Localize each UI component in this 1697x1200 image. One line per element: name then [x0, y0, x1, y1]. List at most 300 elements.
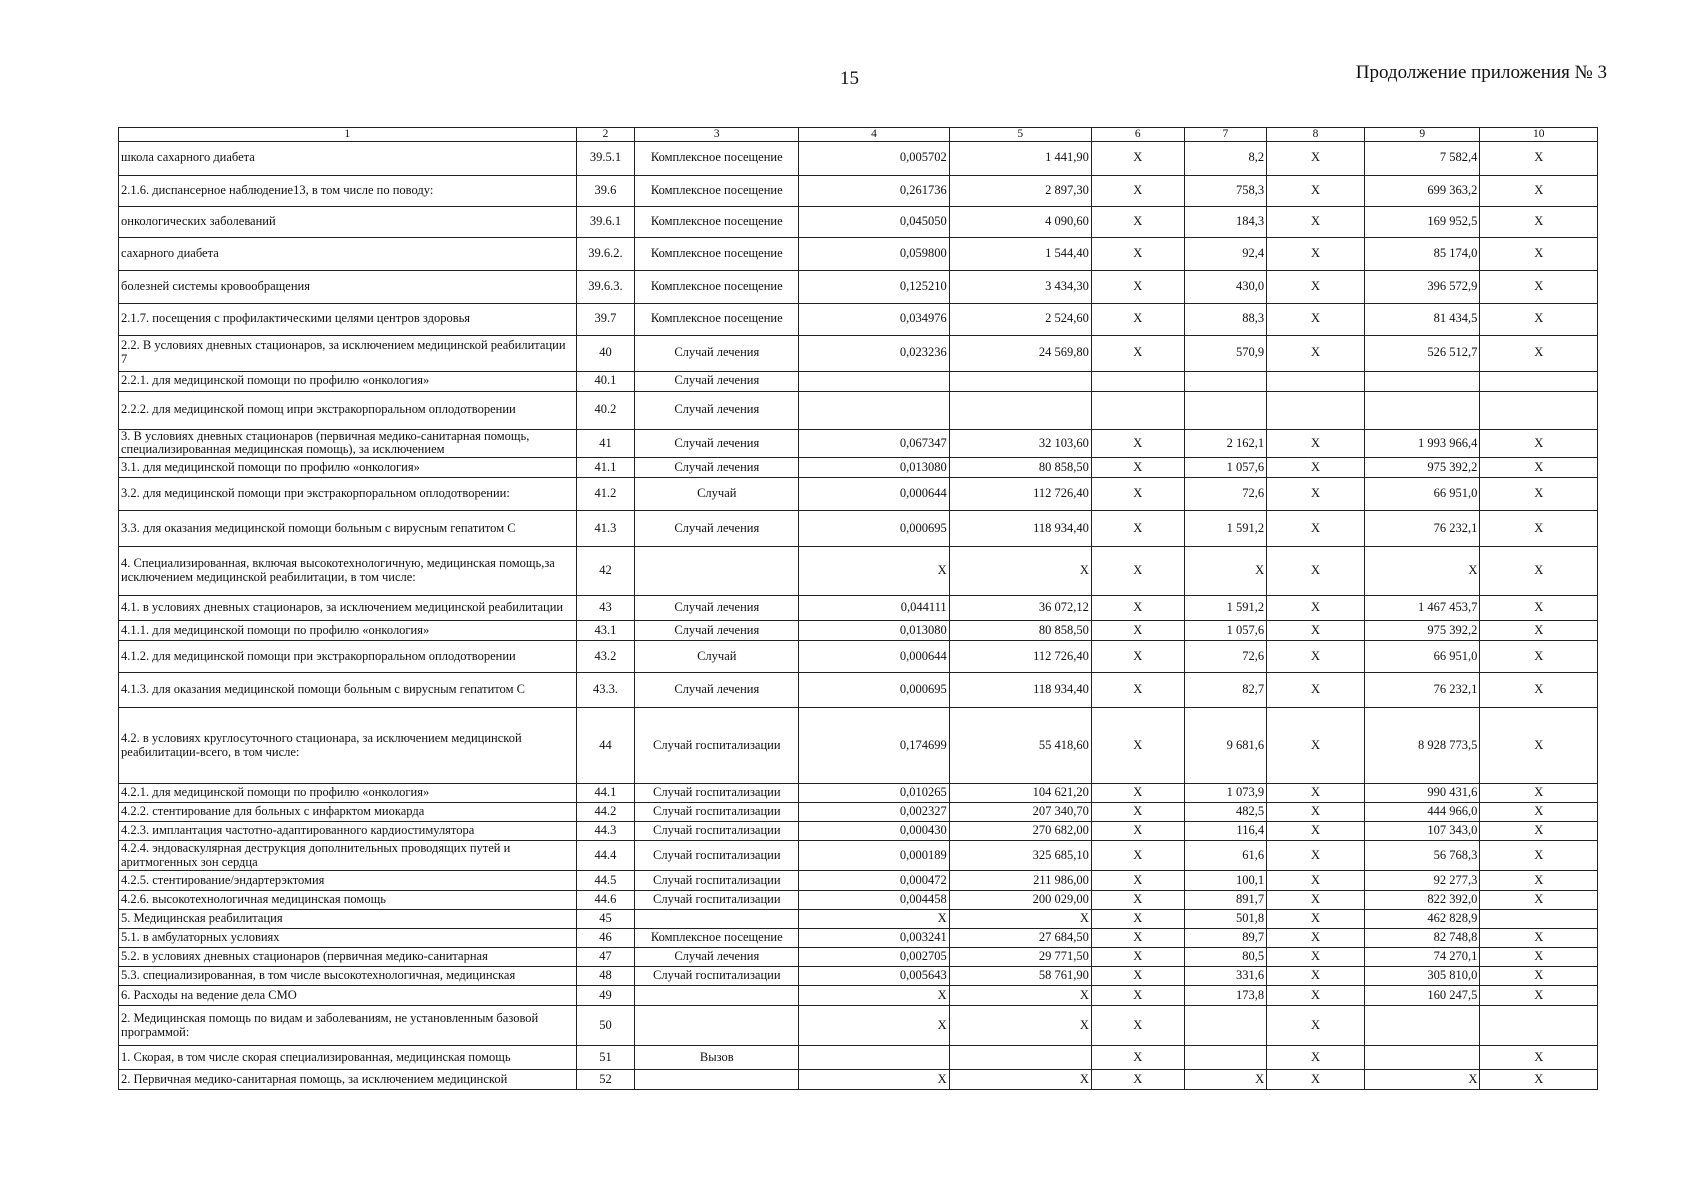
table-row [119, 141, 1598, 175]
table-cell: Х [1267, 641, 1365, 673]
table-cell: 81 434,5 [1365, 303, 1480, 335]
table-cell: 305 810,0 [1365, 967, 1480, 986]
table-cell: 0,261736 [799, 175, 949, 206]
table-cell: Х [1267, 891, 1365, 910]
table-cell: Х [1267, 673, 1365, 708]
table-cell: Х [1480, 871, 1598, 891]
table-cell [949, 1046, 1091, 1070]
table-cell: 39.6.2. [576, 237, 635, 270]
table-cell: Х [799, 547, 949, 596]
table-cell: Х [1267, 511, 1365, 547]
column-number-cell: 2 [576, 128, 635, 142]
table-cell: Х [1267, 270, 1365, 303]
table-cell: Х [1091, 511, 1184, 547]
table-cell: Комплексное посещение [635, 175, 799, 206]
table-cell: Х [1267, 478, 1365, 511]
table-cell: 2. Первичная медико-санитарная помощь, за исключением медицинской [119, 1070, 577, 1090]
table-cell: Комплексное посещение [635, 141, 799, 175]
table-row [119, 784, 1598, 803]
table-row [119, 803, 1598, 822]
table-cell: 0,013080 [799, 621, 949, 641]
table-cell: Х [949, 910, 1091, 929]
table-cell: 160 247,5 [1365, 986, 1480, 1006]
column-number-cell: 10 [1480, 128, 1598, 142]
table-row [119, 429, 1598, 458]
table-cell: Х [1091, 596, 1184, 621]
table-cell: Х [1480, 303, 1598, 335]
table-cell: 3. В условиях дневных стационаров (первичная медико-санитарная помощь, специализированная медицинская помощь), за исключением [119, 429, 577, 458]
table-cell: 40.1 [576, 371, 635, 391]
table-cell: Х [1267, 621, 1365, 641]
table-row [119, 511, 1598, 547]
table-cell: 482,5 [1184, 803, 1266, 822]
table-cell: Х [1267, 206, 1365, 237]
table-cell: 1 993 966,4 [1365, 429, 1480, 458]
table-cell: Случай госпитализации [635, 967, 799, 986]
table-cell: Х [1480, 803, 1598, 822]
table-cell: 4.2.4. эндоваскулярная деструкция дополнительных проводящих путей и аритмогенных зон сердца [119, 841, 577, 871]
table-cell: 4.1.1. для медицинской помощи по профилю «онкология» [119, 621, 577, 641]
table-cell: Х [1267, 1070, 1365, 1090]
table-cell: Случай госпитализации [635, 871, 799, 891]
table-cell: Х [1267, 708, 1365, 784]
table-cell: Случай госпитализации [635, 803, 799, 822]
table-cell: Х [1480, 511, 1598, 547]
table-cell: 104 621,20 [949, 784, 1091, 803]
table-cell [799, 1046, 949, 1070]
table-cell: Случай госпитализации [635, 841, 799, 871]
table-cell: Х [1480, 929, 1598, 948]
table-cell [1480, 371, 1598, 391]
table-cell [1365, 1006, 1480, 1046]
table-cell: Х [1091, 986, 1184, 1006]
table-row [119, 641, 1598, 673]
table-row [119, 371, 1598, 391]
table-cell [1184, 1006, 1266, 1046]
table-cell: Случай [635, 641, 799, 673]
table-cell: Х [1480, 429, 1598, 458]
table-cell: Х [1480, 1046, 1598, 1070]
table-cell: Х [1267, 237, 1365, 270]
table-cell: 0,045050 [799, 206, 949, 237]
table-cell: 49 [576, 986, 635, 1006]
table-cell: 1 591,2 [1184, 511, 1266, 547]
table-cell: 4.2.5. стентирование/эндартерэктомия [119, 871, 577, 891]
table-cell: 41.3 [576, 511, 635, 547]
table-cell: Х [1091, 929, 1184, 948]
table-cell: 211 986,00 [949, 871, 1091, 891]
table-cell: 118 934,40 [949, 511, 1091, 547]
table-cell [949, 391, 1091, 429]
table-cell: 0,000695 [799, 673, 949, 708]
table-cell: Х [1480, 986, 1598, 1006]
table-cell: 43.2 [576, 641, 635, 673]
table-cell: Х [949, 547, 1091, 596]
table-cell: 0,003241 [799, 929, 949, 948]
table-cell [635, 1006, 799, 1046]
table-cell [1184, 371, 1266, 391]
column-number-row [119, 128, 1598, 142]
table-cell: 4.2.2. стентирование для больных с инфарктом миокарда [119, 803, 577, 822]
table-cell: 3.2. для медицинской помощи при экстракорпоральном оплодотворении: [119, 478, 577, 511]
table-cell: 76 232,1 [1365, 673, 1480, 708]
table-cell: 975 392,2 [1365, 458, 1480, 478]
table-cell: Случай [635, 478, 799, 511]
table-cell: 4. Специализированная, включая высокотехнологичную, медицинская помощь,за исключением медицинской реабилитации, в том числе: [119, 547, 577, 596]
table-cell: 80 858,50 [949, 621, 1091, 641]
table-cell: 5. Медицинская реабилитация [119, 910, 577, 929]
table-cell: 5.2. в условиях дневных стационаров (первичная медико-санитарная [119, 948, 577, 967]
table-cell: 43 [576, 596, 635, 621]
table-cell: Х [1267, 803, 1365, 822]
table-cell: Х [1480, 335, 1598, 371]
table-row [119, 335, 1598, 371]
table-cell: 44.4 [576, 841, 635, 871]
table-cell [1480, 391, 1598, 429]
table-cell: 396 572,9 [1365, 270, 1480, 303]
table-cell: 24 569,80 [949, 335, 1091, 371]
column-number-cell: 9 [1365, 128, 1480, 142]
table-cell: Случай лечения [635, 335, 799, 371]
table-cell: 207 340,70 [949, 803, 1091, 822]
table-cell: 72,6 [1184, 478, 1266, 511]
table-cell: 184,3 [1184, 206, 1266, 237]
table-row [119, 891, 1598, 910]
table-cell: Х [1091, 270, 1184, 303]
table-cell: 80 858,50 [949, 458, 1091, 478]
table-cell: Х [1091, 1006, 1184, 1046]
table-cell: школа сахарного диабета [119, 141, 577, 175]
table-cell: Х [1091, 458, 1184, 478]
appendix-continuation-header: Продолжение приложения № 3 [1355, 62, 1607, 83]
table-cell: 3 434,30 [949, 270, 1091, 303]
table-cell: 570,9 [1184, 335, 1266, 371]
table-cell: 48 [576, 967, 635, 986]
table-cell: 4.2.1. для медицинской помощи по профилю «онкология» [119, 784, 577, 803]
table-cell: 74 270,1 [1365, 948, 1480, 967]
column-number-cell: 5 [949, 128, 1091, 142]
table-cell: 1 057,6 [1184, 621, 1266, 641]
table-cell: Х [1480, 967, 1598, 986]
table-cell: Случай госпитализации [635, 708, 799, 784]
table-cell: 975 392,2 [1365, 621, 1480, 641]
table-cell: Х [1091, 891, 1184, 910]
table-cell: Х [1091, 673, 1184, 708]
table-cell: Х [1267, 303, 1365, 335]
table-cell: 2 524,60 [949, 303, 1091, 335]
table-cell: 32 103,60 [949, 429, 1091, 458]
table-cell: 4.1. в условиях дневных стационаров, за исключением медицинской реабилитации [119, 596, 577, 621]
table-cell: 758,3 [1184, 175, 1266, 206]
table-cell: 45 [576, 910, 635, 929]
table-row [119, 929, 1598, 948]
table-cell: 88,3 [1184, 303, 1266, 335]
table-cell: 42 [576, 547, 635, 596]
table-cell: 0,013080 [799, 458, 949, 478]
table-cell: 0,000695 [799, 511, 949, 547]
table-cell: 51 [576, 1046, 635, 1070]
table-row [119, 596, 1598, 621]
table-cell: 3.1. для медицинской помощи по профилю «онкология» [119, 458, 577, 478]
table-cell: 39.6.1 [576, 206, 635, 237]
table-cell: Х [1091, 206, 1184, 237]
table-cell: 1 441,90 [949, 141, 1091, 175]
table-cell: 444 966,0 [1365, 803, 1480, 822]
table-cell: Х [1267, 335, 1365, 371]
table-cell [1267, 371, 1365, 391]
table-cell: Комплексное посещение [635, 237, 799, 270]
table-cell: 1 591,2 [1184, 596, 1266, 621]
table-cell: сахарного диабета [119, 237, 577, 270]
table-cell: 36 072,12 [949, 596, 1091, 621]
table-cell: Х [1480, 458, 1598, 478]
table-cell: Случай лечения [635, 429, 799, 458]
table-cell: 0,004458 [799, 891, 949, 910]
table-cell: 325 685,10 [949, 841, 1091, 871]
table-cell: 66 951,0 [1365, 478, 1480, 511]
table-cell: 92,4 [1184, 237, 1266, 270]
table-cell: 2.1.7. посещения с профилактическими целями центров здоровья [119, 303, 577, 335]
table-cell: Х [1365, 1070, 1480, 1090]
table-cell: Х [1184, 1070, 1266, 1090]
table-cell: Х [1091, 803, 1184, 822]
table-cell [635, 547, 799, 596]
table-cell: Х [1480, 1070, 1598, 1090]
table-cell: Х [1267, 547, 1365, 596]
table-cell: 1. Скорая, в том числе скорая специализированная, медицинская помощь [119, 1046, 577, 1070]
table-cell: 3.3. для оказания медицинской помощи больным с вирусным гепатитом С [119, 511, 577, 547]
table-cell: 39.5.1 [576, 141, 635, 175]
table-cell: Случай госпитализации [635, 891, 799, 910]
table-cell: 4.2.3. имплантация частотно-адаптированного кардиостимулятора [119, 822, 577, 841]
table-cell: 107 343,0 [1365, 822, 1480, 841]
table-cell: Случай лечения [635, 511, 799, 547]
table-cell: 0,000472 [799, 871, 949, 891]
table-cell: 92 277,3 [1365, 871, 1480, 891]
table-cell: 41 [576, 429, 635, 458]
table-cell [1480, 910, 1598, 929]
table-cell: Х [949, 1070, 1091, 1090]
table-cell: 8 928 773,5 [1365, 708, 1480, 784]
table-cell: Х [1480, 841, 1598, 871]
table-cell: 43.1 [576, 621, 635, 641]
table-cell: Х [1091, 303, 1184, 335]
table-cell: Х [1267, 871, 1365, 891]
table-cell: 2. Медицинская помощь по видам и заболеваниям, не установленным базовой программой: [119, 1006, 577, 1046]
table-cell: 2 897,30 [949, 175, 1091, 206]
table-cell: Х [1091, 784, 1184, 803]
table-cell: 0,002327 [799, 803, 949, 822]
table-cell: 43.3. [576, 673, 635, 708]
table-cell: Х [1267, 784, 1365, 803]
table-cell: Случай лечения [635, 596, 799, 621]
table-cell: 39.6 [576, 175, 635, 206]
table-cell: 116,4 [1184, 822, 1266, 841]
table-cell: Х [1091, 429, 1184, 458]
table-cell: 44 [576, 708, 635, 784]
table-cell: Случай лечения [635, 371, 799, 391]
table-cell: 41.2 [576, 478, 635, 511]
table-cell: Х [1091, 948, 1184, 967]
table-cell: Х [1267, 429, 1365, 458]
table-cell: 50 [576, 1006, 635, 1046]
table-cell: 4.2.6. высокотехнологичная медицинская помощь [119, 891, 577, 910]
table-cell [1365, 371, 1480, 391]
table-cell: Х [1267, 175, 1365, 206]
table-cell: Х [1267, 141, 1365, 175]
table-cell: 891,7 [1184, 891, 1266, 910]
table-cell [1091, 371, 1184, 391]
table-cell: 200 029,00 [949, 891, 1091, 910]
table-cell: 0,125210 [799, 270, 949, 303]
table-cell: Х [1091, 547, 1184, 596]
table-cell: Случай лечения [635, 458, 799, 478]
table-cell: 990 431,6 [1365, 784, 1480, 803]
table-cell: Х [1480, 621, 1598, 641]
table-row [119, 1070, 1598, 1090]
table-row [119, 871, 1598, 891]
table-cell: 6. Расходы на ведение дела СМО [119, 986, 577, 1006]
table-cell: 0,059800 [799, 237, 949, 270]
table-cell: 1 467 453,7 [1365, 596, 1480, 621]
table-cell: 0,067347 [799, 429, 949, 458]
table-cell [635, 910, 799, 929]
table-cell: 29 771,50 [949, 948, 1091, 967]
column-number-cell: 1 [119, 128, 577, 142]
table-cell: 462 828,9 [1365, 910, 1480, 929]
table-cell: 100,1 [1184, 871, 1266, 891]
column-number-cell: 7 [1184, 128, 1266, 142]
table-cell: Х [1267, 986, 1365, 1006]
table-row [119, 478, 1598, 511]
table-cell [1267, 391, 1365, 429]
table-row [119, 458, 1598, 478]
table-cell: болезней системы кровообращения [119, 270, 577, 303]
table-cell: Х [1091, 708, 1184, 784]
table-cell: Случай лечения [635, 621, 799, 641]
table-cell: Х [1480, 206, 1598, 237]
table-cell: Случай госпитализации [635, 784, 799, 803]
table-cell: 5.3. специализированная, в том числе высокотехнологичная, медицинская [119, 967, 577, 986]
table-cell: онкологических заболеваний [119, 206, 577, 237]
table-cell: 4.1.3. для оказания медицинской помощи больным с вирусным гепатитом С [119, 673, 577, 708]
table-cell: 2 162,1 [1184, 429, 1266, 458]
table-cell: 5.1. в амбулаторных условиях [119, 929, 577, 948]
table-cell: 44.2 [576, 803, 635, 822]
table-cell [1184, 391, 1266, 429]
table-cell: 112 726,40 [949, 641, 1091, 673]
table-cell: Х [1091, 822, 1184, 841]
table-cell: 0,000430 [799, 822, 949, 841]
table-row [119, 237, 1598, 270]
table-cell: Х [799, 1070, 949, 1090]
table-cell: Х [1480, 891, 1598, 910]
table-cell: Комплексное посещение [635, 929, 799, 948]
table-cell: Х [1480, 175, 1598, 206]
table-cell: 0,000644 [799, 641, 949, 673]
table-row [119, 1006, 1598, 1046]
table-cell: 82 748,8 [1365, 929, 1480, 948]
table-cell: 173,8 [1184, 986, 1266, 1006]
table-cell: Х [1267, 841, 1365, 871]
table-cell: 61,6 [1184, 841, 1266, 871]
table-cell: 58 761,90 [949, 967, 1091, 986]
table-cell: 44.3 [576, 822, 635, 841]
table-cell: 0,000189 [799, 841, 949, 871]
table-cell: 0,034976 [799, 303, 949, 335]
table-cell: 0,010265 [799, 784, 949, 803]
table-cell: Х [1091, 1046, 1184, 1070]
column-number-cell: 6 [1091, 128, 1184, 142]
table-row [119, 822, 1598, 841]
table-cell: 76 232,1 [1365, 511, 1480, 547]
table-cell [635, 1070, 799, 1090]
column-number-cell: 3 [635, 128, 799, 142]
table-cell: Х [1480, 478, 1598, 511]
table-cell: Х [1480, 270, 1598, 303]
table-cell: Х [1091, 841, 1184, 871]
table-cell: Х [799, 986, 949, 1006]
table-cell: 1 544,40 [949, 237, 1091, 270]
table-cell: Х [1091, 237, 1184, 270]
table-cell: Х [1480, 822, 1598, 841]
table-cell: 80,5 [1184, 948, 1266, 967]
table-cell: Комплексное посещение [635, 206, 799, 237]
table-cell: 0,002705 [799, 948, 949, 967]
table-cell: 89,7 [1184, 929, 1266, 948]
table-cell: Х [799, 1006, 949, 1046]
table-cell: Х [1091, 141, 1184, 175]
table-row [119, 910, 1598, 929]
table-cell: 9 681,6 [1184, 708, 1266, 784]
table-cell: Х [1091, 1070, 1184, 1090]
table-cell: 8,2 [1184, 141, 1266, 175]
table-row [119, 948, 1598, 967]
column-number-cell: 4 [799, 128, 949, 142]
table-cell: 2.2.2. для медицинской помощ ипри экстракорпоральном оплодотворении [119, 391, 577, 429]
table-cell: Х [1267, 910, 1365, 929]
table-cell: 56 768,3 [1365, 841, 1480, 871]
table-cell: 47 [576, 948, 635, 967]
table-cell: Х [1091, 175, 1184, 206]
tariff-table [118, 127, 1598, 1090]
table-cell [1480, 1006, 1598, 1046]
table-cell: 66 951,0 [1365, 641, 1480, 673]
table-cell: 44.5 [576, 871, 635, 891]
table-cell: 331,6 [1184, 967, 1266, 986]
table-row [119, 967, 1598, 986]
table-cell: Х [1480, 784, 1598, 803]
table-cell: Х [1267, 948, 1365, 967]
table-row [119, 621, 1598, 641]
table-row [119, 175, 1598, 206]
table-cell: 0,000644 [799, 478, 949, 511]
table-cell [799, 391, 949, 429]
table-cell: Х [1091, 478, 1184, 511]
table-cell: Комплексное посещение [635, 303, 799, 335]
table-cell: Случай лечения [635, 948, 799, 967]
table-cell [799, 371, 949, 391]
tariff-table-container [118, 127, 1598, 1090]
table-cell [1365, 1046, 1480, 1070]
table-cell: Х [799, 910, 949, 929]
table-cell: Х [1184, 547, 1266, 596]
table-cell: Х [1480, 237, 1598, 270]
table-cell: 0,005643 [799, 967, 949, 986]
table-cell: 46 [576, 929, 635, 948]
table-cell: 0,023236 [799, 335, 949, 371]
table-cell: 822 392,0 [1365, 891, 1480, 910]
